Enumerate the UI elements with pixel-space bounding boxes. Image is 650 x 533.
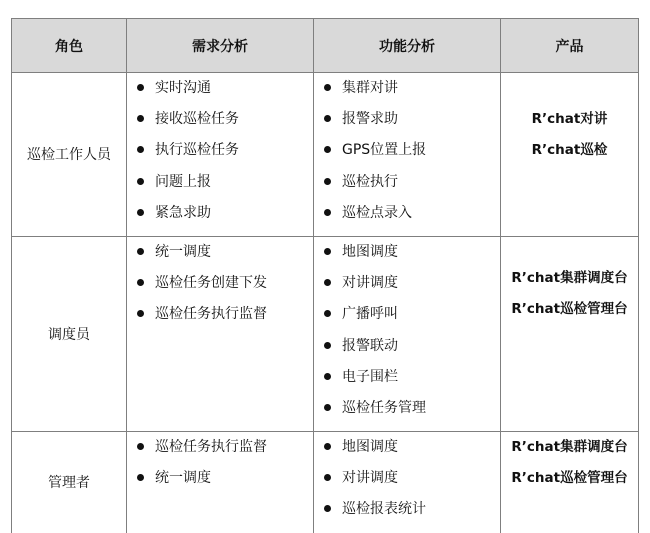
bullet-icon <box>137 209 144 216</box>
header-products: 产品 <box>501 19 639 73</box>
bullet-icon <box>324 146 331 153</box>
bullet-icon <box>324 342 331 349</box>
bullet-icon <box>324 310 331 317</box>
bullet-icon <box>324 443 331 450</box>
table-row <box>12 236 639 431</box>
bullet-icon <box>324 404 331 411</box>
product-name: R’chat巡检管理台 <box>511 301 628 318</box>
bullet-icon <box>137 146 144 153</box>
products-cell <box>501 236 639 431</box>
product-name: R’chat集群调度台 <box>511 439 628 456</box>
table-row <box>12 73 639 237</box>
list-item: 广播呼叫 <box>324 306 500 337</box>
list-item: 报警求助 <box>324 111 500 142</box>
bullet-icon <box>137 115 144 122</box>
list-item: 巡检报表统计 <box>324 501 500 532</box>
list-item: 巡检任务创建下发 <box>137 275 313 306</box>
analysis-table <box>11 18 639 533</box>
list-item: 巡检任务执行监督 <box>137 439 313 470</box>
list-item: 巡检任务执行监督 <box>137 306 313 337</box>
requirements-cell <box>127 236 314 431</box>
list-item: 对讲调度 <box>324 275 500 306</box>
list-item: 巡检任务管理 <box>324 400 500 431</box>
role-cell: 管理者 <box>12 432 127 533</box>
bullet-icon <box>137 310 144 317</box>
functions-cell <box>314 73 501 237</box>
bullet-icon <box>324 248 331 255</box>
list-item: 电子围栏 <box>324 369 500 400</box>
table-row <box>12 432 639 533</box>
products-cell <box>501 73 639 237</box>
bullet-icon <box>137 248 144 255</box>
bullet-icon <box>324 115 331 122</box>
list-item: 统一调度 <box>137 244 313 275</box>
bullet-icon <box>324 178 331 185</box>
role-cell: 调度员 <box>12 236 127 431</box>
list-item: 问题上报 <box>137 174 313 205</box>
bullet-icon <box>137 443 144 450</box>
list-item: 实时沟通 <box>137 80 313 111</box>
bullet-icon <box>137 279 144 286</box>
product-name: R’chat集群调度台 <box>511 269 628 286</box>
bullet-icon <box>137 178 144 185</box>
bullet-icon <box>324 505 331 512</box>
product-name: R’chat巡检管理台 <box>511 470 628 487</box>
list-item: 巡检执行 <box>324 174 500 205</box>
list-item: 执行巡检任务 <box>137 142 313 173</box>
functions-cell <box>314 236 501 431</box>
list-item: 统一调度 <box>137 470 313 501</box>
table-header <box>12 19 639 73</box>
requirements-cell <box>127 73 314 237</box>
bullet-icon <box>137 474 144 481</box>
bullet-icon <box>137 84 144 91</box>
bullet-icon <box>324 373 331 380</box>
requirements-cell <box>127 432 314 533</box>
header-requirements: 需求分析 <box>127 19 314 73</box>
products-cell <box>501 432 639 533</box>
bullet-icon <box>324 279 331 286</box>
header-role: 角色 <box>12 19 127 73</box>
list-item: GPS位置上报 <box>324 142 500 173</box>
list-item: 集群对讲 <box>324 80 500 111</box>
bullet-icon <box>324 474 331 481</box>
list-item: 紧急求助 <box>137 205 313 236</box>
list-item: 地图调度 <box>324 244 500 275</box>
list-item: 对讲调度 <box>324 470 500 501</box>
list-item: 接收巡检任务 <box>137 111 313 142</box>
header-functions: 功能分析 <box>314 19 501 73</box>
list-item: 地图调度 <box>324 439 500 470</box>
bullet-icon <box>324 84 331 91</box>
bullet-icon <box>324 209 331 216</box>
functions-cell <box>314 432 501 533</box>
product-name: R’chat对讲 <box>531 111 608 127</box>
role-cell: 巡检工作人员 <box>12 73 127 237</box>
list-item: 巡检点录入 <box>324 205 500 236</box>
product-name: R’chat巡检 <box>531 142 608 159</box>
list-item: 报警联动 <box>324 338 500 369</box>
